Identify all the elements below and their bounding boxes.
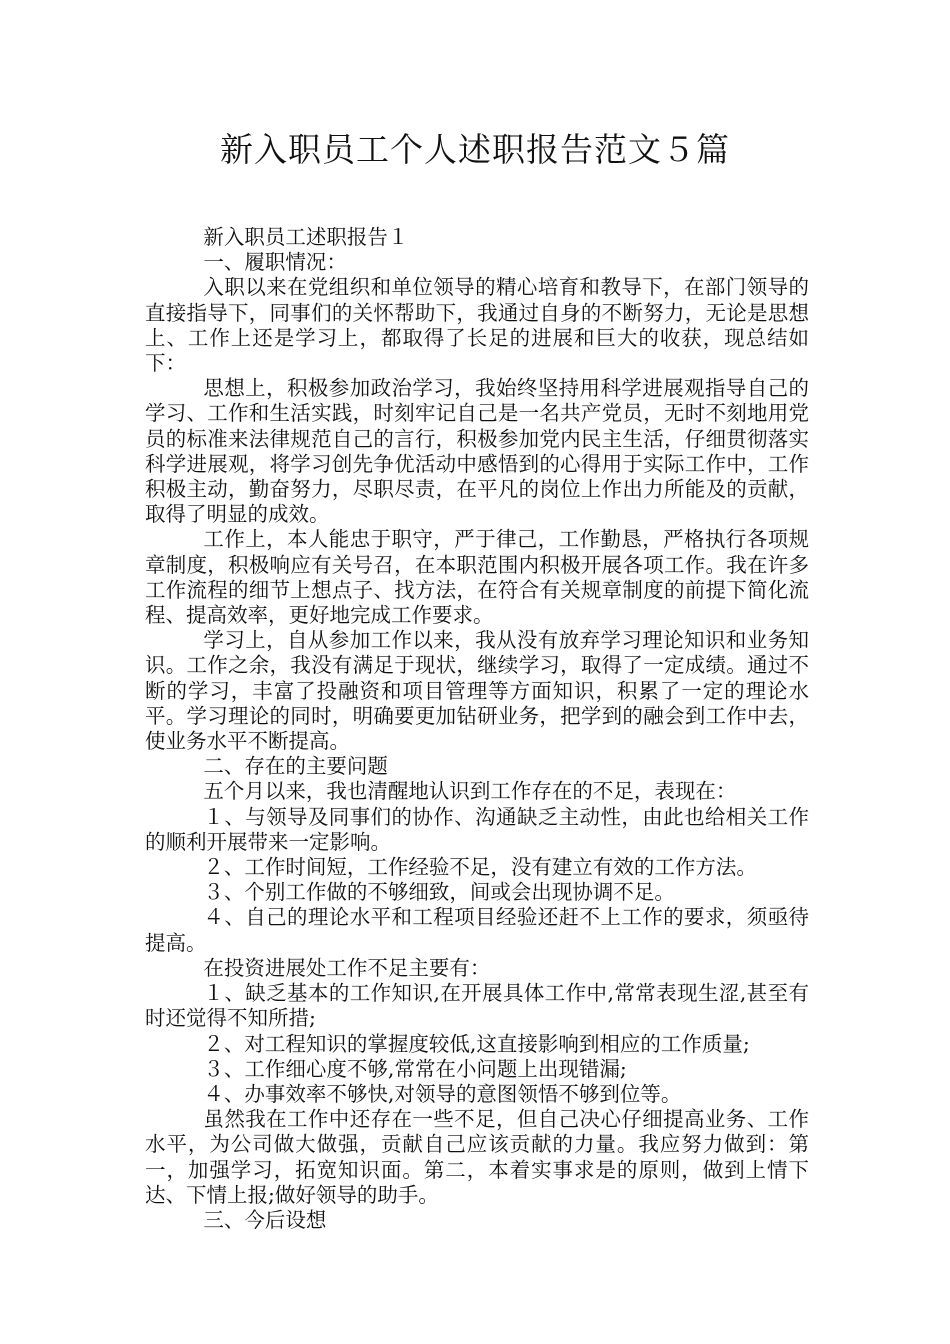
list-item-problem-3: ３、个别工作做的不够细致，间或会出现协调不足。 — [203, 880, 675, 905]
paragraph-ideology: 思想上，积极参加政治学习，我始终坚持用科学进展观指导自己的学习、工作和生活实践，时刻牢记自己是一名共产党员，无时不刻地用党员的标准来法律规范自己的言行，积极参加党内民主生活，仔细贯彻落实科学进展观，将学习创先争优活动中感悟到的心得用于实际工作中，工作积极主动，勤奋努力，尽职尽责，在平凡的岗位上作出力所能及的贡献，取得了明显的成效。 — [145, 376, 809, 527]
heading-future-plans: 三、今后设想 — [203, 1207, 327, 1232]
section-heading-report-1: 新入职员工述职报告１ — [203, 225, 409, 249]
list-item-investment-2: ２、对工程知识的掌握度较低,这直接影响到相应的工作质量; — [203, 1031, 750, 1056]
heading-main-problems: 二、存在的主要问题 — [203, 754, 388, 779]
list-item-investment-4: ４、办事效率不够快,对领导的意图领悟不够到位等。 — [203, 1081, 682, 1106]
paragraph-resolution: 虽然我在工作中还存在一些不足，但自己决心仔细提高业务、工作水平，为公司做大做强，贡献自己应该贡献的力量。我应努力做到：第一，加强学习，拓宽知识面。第二，本着实事求是的原则，做到上情下达、下情上报;做好领导的助手。 — [145, 1107, 809, 1207]
list-item-problem-2: ２、工作时间短，工作经验不足，没有建立有效的工作方法。 — [203, 855, 757, 880]
paragraph-investment-intro: 在投资进展处工作不足主要有： — [203, 955, 491, 980]
heading-duty-performance: 一、履职情况： — [203, 250, 347, 275]
paragraph-study: 学习上，自从参加工作以来，我从没有放弃学习理论知识和业务知识。工作之余，我没有满足于现状，继续学习，取得了一定成绩。通过不断的学习，丰富了投融资和项目管理等方面知识，积累了一定的理论水平。学习理论的同时，明确要更加钻研业务，把学到的融会到工作中去，使业务水平不断提高。 — [145, 628, 809, 754]
paragraph-problems-intro: 五个月以来，我也清醒地认识到工作存在的不足，表现在： — [203, 779, 737, 804]
paragraph-work: 工作上，本人能忠于职守，严于律己，工作勤恳，严格执行各项规章制度，积极响应有关号召，在本职范围内积极开展各项工作。我在许多工作流程的细节上想点子、找方法，在符合有关规章制度的前提下简化流程、提高效率，更好地完成工作要求。 — [145, 527, 809, 628]
list-item-investment-3: ３、工作细心度不够,常常在小问题上出现错漏; — [203, 1056, 627, 1081]
paragraph-intro: 入职以来在党组织和单位领导的精心培育和教导下，在部门领导的直接指导下，同事们的关怀帮助下，我通过自身的不断努力，无论是思想上、工作上还是学习上，都取得了长足的进展和巨大的收获，现总结如下： — [145, 275, 809, 376]
list-item-investment-1: １、缺乏基本的工作知识,在开展具体工作中,常常表现生涩,甚至有时还觉得不知所措; — [145, 981, 809, 1031]
list-item-problem-1: １、与领导及同事们的协作、沟通缺乏主动性，由此也给相关工作的顺利开展带来一定影响。 — [145, 804, 809, 854]
list-item-problem-4: ４、自己的理论水平和工程项目经验还赶不上工作的要求，须亟待提高。 — [145, 905, 809, 955]
document-body — [145, 225, 809, 1233]
document-title: 新入职员工个人述职报告范文５篇 — [220, 130, 730, 169]
